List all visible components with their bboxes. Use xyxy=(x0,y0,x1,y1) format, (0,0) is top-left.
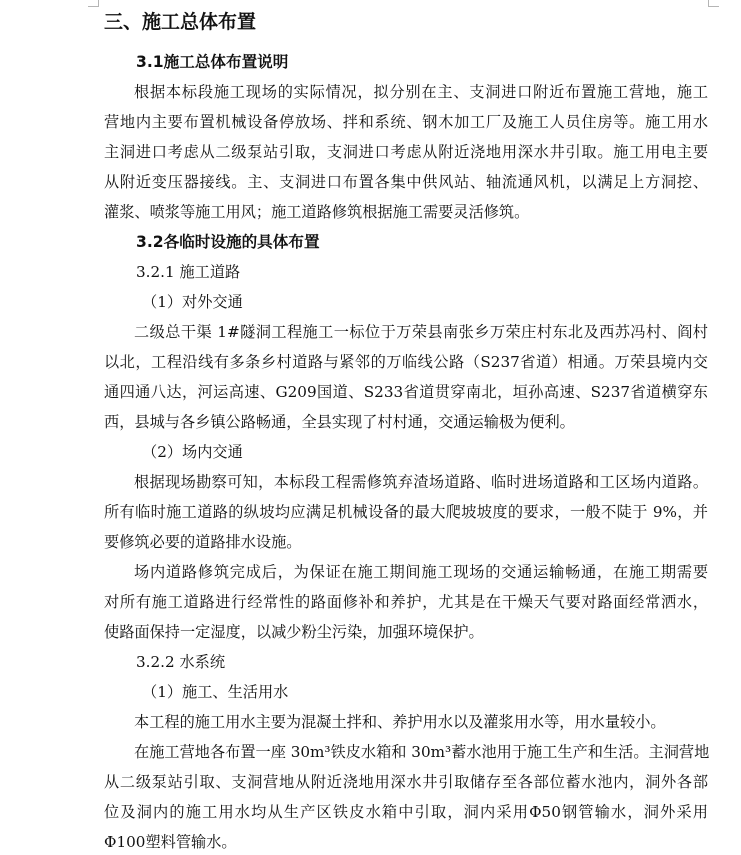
subheading-internal-traffic: （2）场内交通 xyxy=(142,443,243,461)
subheading-water-use: （1）施工、生活用水 xyxy=(142,683,289,701)
heading-3-2: 3.2各临时设施的具体布置 xyxy=(136,233,320,251)
page-corner-mark-left xyxy=(88,0,99,7)
paragraph-line: 场内道路修筑完成后，为保证在施工期间施工现场的交通运输畅通，在施工期需要 xyxy=(134,563,708,581)
paragraph-line: 所有临时施工道路的纵坡均应满足机械设备的最大爬坡坡度的要求，一般不陡于 9%，并 xyxy=(104,503,708,521)
heading-3-2-2: 3.2.2 水系统 xyxy=(136,653,226,671)
paragraph-line: 西，县城与各乡镇公路畅通，全县实现了村村通，交通运输极为便利。 xyxy=(104,413,575,431)
heading-3-1: 3.1施工总体布置说明 xyxy=(136,53,289,71)
paragraph-line: 根据现场勘察可知，本标段工程需修筑弃渣场道路、临时进场道路和工区场内道路。 xyxy=(134,473,708,491)
paragraph-line: 本工程的施工用水主要为混凝土拌和、养护用水以及灌浆用水等，用水量较小。 xyxy=(134,713,666,731)
page-corner-mark-right xyxy=(708,0,719,7)
paragraph-line: 通四通八达，河运高速、G209国道、S233省道贯穿南北，垣孙高速、S237省道横穿东 xyxy=(104,383,708,401)
paragraph-line: 要修筑必要的道路排水设施。 xyxy=(104,533,302,551)
paragraph-line: 使路面保持一定湿度，以减少粉尘污染，加强环境保护。 xyxy=(104,623,484,641)
heading-3-2-1: 3.2.1 施工道路 xyxy=(136,263,241,281)
section-title: 三、施工总体布置 xyxy=(104,11,257,33)
paragraph-line: 从附近变压器接线。主、支洞进口布置各集中供风站、轴流通风机，以满足上方洞挖、 xyxy=(104,173,708,191)
subheading-external-traffic: （1）对外交通 xyxy=(142,293,243,311)
paragraph-line: 以北，工程沿线有多条乡村道路与紧邻的万临线公路（S237省道）相通。万荣县境内交 xyxy=(104,353,708,371)
paragraph-line: 主洞进口考虑从二级泵站引取，支洞进口考虑从附近浇地用深水井引取。施工用电主要 xyxy=(104,143,708,161)
paragraph-line: 在施工营地各布置一座 30m³铁皮水箱和 30m³蓄水池用于施工生产和生活。主洞营地 xyxy=(134,743,710,761)
paragraph-line: 灌浆、喷浆等施工用风；施工道路修筑根据施工需要灵活修筑。 xyxy=(104,203,530,221)
paragraph-line: 从二级泵站引取、支洞营地从附近浇地用深水井引取储存至各部位蓄水池内，洞外各部 xyxy=(104,773,708,791)
paragraph-line: 对所有施工道路进行经常性的路面修补和养护，尤其是在干燥天气要对路面经常洒水， xyxy=(104,593,708,611)
paragraph-line: 根据本标段施工现场的实际情况，拟分别在主、支洞进口附近布置施工营地，施工 xyxy=(134,83,708,101)
paragraph-line: 营地内主要布置机械设备停放场、拌和系统、钢木加工厂及施工人员住房等。施工用水 xyxy=(104,113,708,131)
paragraph-line: 二级总干渠 1#隧洞工程施工一标位于万荣县南张乡万荣庄村东北及西苏冯村、阎村 xyxy=(134,323,708,341)
paragraph-line: 位及洞内的施工用水均从生产区铁皮水箱中引取，洞内采用Φ50钢管输水，洞外采用 xyxy=(104,803,708,821)
paragraph-line: Φ100塑料管输水。 xyxy=(104,833,237,851)
